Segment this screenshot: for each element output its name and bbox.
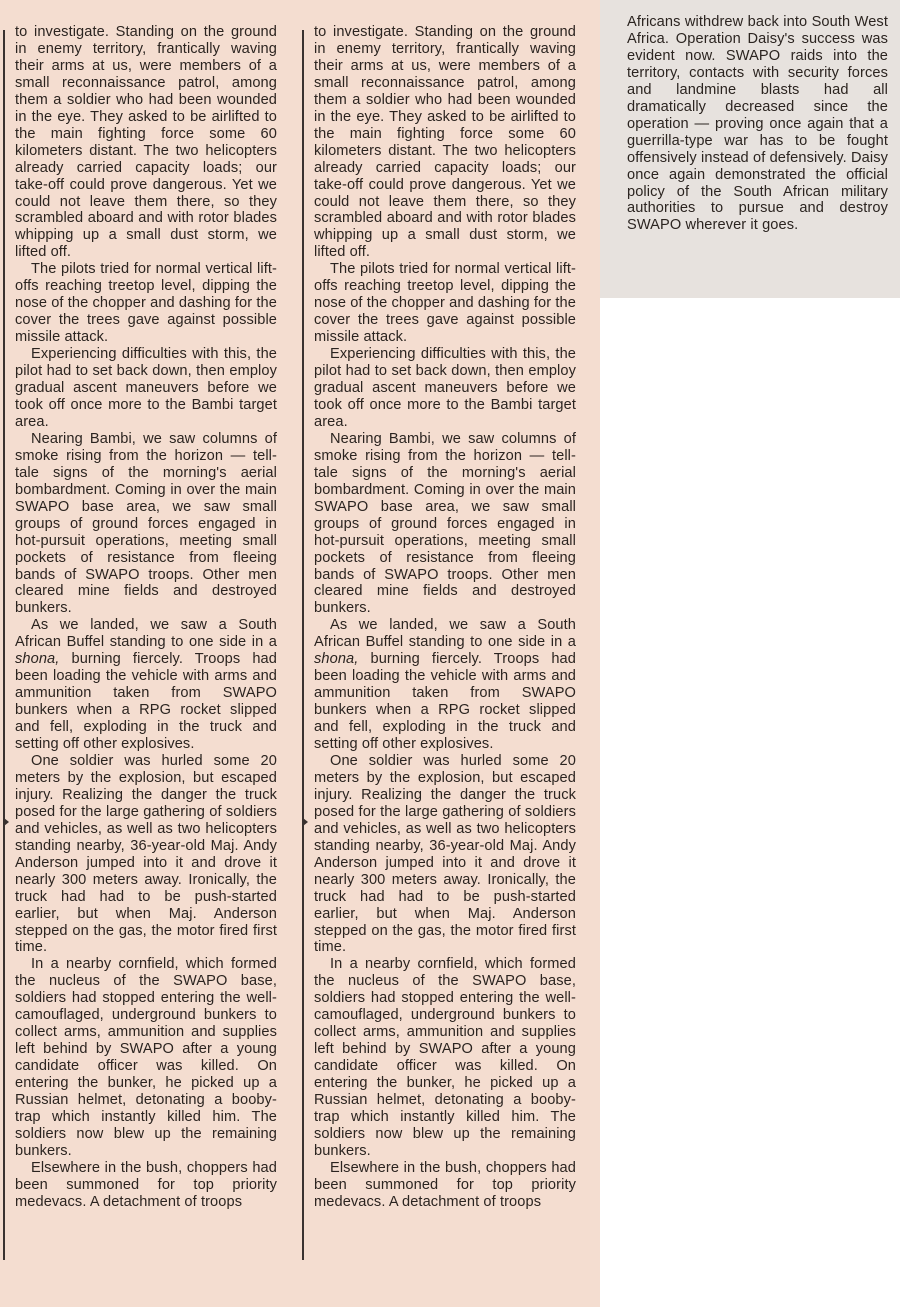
landed-text-start: As we landed, we saw a South African Buffel standing to one side in a — [15, 617, 277, 651]
paragraph-difficulties-duplicate: Experiencing difficulties with this, the pilot had to set back down, then employ gradual ascent maneuvers before we took off once more to the Bambi target area. — [314, 346, 576, 430]
landed-text-start: As we landed, we saw a South African Buffel standing to one side in a — [314, 617, 576, 651]
paragraph-difficulties: Experiencing difficulties with this, the pilot had to set back down, then employ gradual ascent maneuvers before we took off once more to the Bambi target area. — [15, 346, 277, 430]
landed-text-emphasis: shona, — [15, 651, 60, 668]
paragraph-operation-daisy: Africans withdrew back into South West Africa. Operation Daisy's success was evident now. SWAPO raids into the territory, contacts with security forces and landmine blasts had all dramatically decreased since the operation — proving once again that a guerrilla-type war has to be fought offensively instead of defensively. Daisy once again demonstrated the official policy of the South African military authorities to pursue and destroy SWAPO wherever it goes. — [627, 14, 888, 234]
paragraph-explosion: One soldier was hurled some 20 meters by the explosion, but escaped injury. Realizing the danger the truck posed for the large gathering of soldiers and vehicles, as well as two helicopters standing nearby, 36-year-old Maj. Andy Anderson jumped into it and drove it nearly 300 meters away. Ironically, the truck had had to be push-started earlier, but when Maj. Anderson stepped on the gas, the motor fired first time. — [15, 752, 277, 956]
paragraph-cornfield-duplicate: In a nearby cornfield, which formed the nucleus of the SWAPO base, soldiers had stopped entering the well-camouflaged, underground bunkers to collect arms, ammunition and supplies left behind by SWAPO after a young candidate officer was killed. On entering the bunker, he picked up a Russian helmet, detonating a booby-trap which instantly killed him. The soldiers now blew up the remaining bunkers. — [314, 956, 576, 1159]
paragraph-landed — [15, 617, 277, 753]
paragraph-cornfield: In a nearby cornfield, which formed the nucleus of the SWAPO base, soldiers had stopped entering the well-camouflaged, underground bunkers to collect arms, ammunition and supplies left behind by SWAPO after a young candidate officer was killed. On entering the bunker, he picked up a Russian helmet, detonating a booby-trap which instantly killed him. The soldiers now blew up the remaining bunkers. — [15, 956, 277, 1159]
paragraph-landed-duplicate — [314, 617, 576, 753]
paragraph-investigate: to investigate. Standing on the ground in enemy territory, frantically waving their arms at us, were members of a small reconnaissance patrol, among them a soldier who had been wounded in the eye. They asked to be airlifted to the main fighting force some 60 kilometers distant. The two helicopters already carried capacity loads; our take-off could prove dangerous. Yet we could not leave them there, so they scrambled aboard and with rotor blades whipping up a small dust storm, we lifted off. — [15, 24, 277, 261]
paragraph-explosion-duplicate: One soldier was hurled some 20 meters by the explosion, but escaped injury. Realizing the danger the truck posed for the large gathering of soldiers and vehicles, as well as two helicopters standing nearby, 36-year-old Maj. Andy Anderson jumped into it and drove it nearly 300 meters away. Ironically, the truck had had to be push-started earlier, but when Maj. Anderson stepped on the gas, the motor fired first time. — [314, 752, 576, 956]
paragraph-medevacs-duplicate: Elsewhere in the bush, choppers had been summoned for top priority medevacs. A detachment of troops — [314, 1159, 576, 1210]
paragraph-nearing-bambi-duplicate: Nearing Bambi, we saw columns of smoke rising from the horizon — tell-tale signs of the morning's aerial bombardment. Coming in over the main SWAPO base area, we saw small groups of ground forces engaged in hot-pursuit operations, meeting small pockets of resistance from fleeing bands of SWAPO troops. Other men cleared mine fields and destroyed bunkers. — [314, 430, 576, 617]
paragraph-investigate-duplicate: to investigate. Standing on the ground in enemy territory, frantically waving their arms at us, were members of a small reconnaissance patrol, among them a soldier who had been wounded in the eye. They asked to be airlifted to the main fighting force some 60 kilometers distant. The two helicopters already carried capacity loads; our take-off could prove dangerous. Yet we could not leave them there, so they scrambled aboard and with rotor blades whipping up a small dust storm, we lifted off. — [314, 24, 576, 261]
landed-text-end: burning fiercely. Troops had been loading the vehicle with arms and ammunition taken from SWAPO bunkers when a RPG rocket slipped and fell, exploding in the truck and setting off other explosives. — [314, 651, 576, 753]
rule-marker-middle — [303, 818, 308, 826]
paragraph-medevacs: Elsewhere in the bush, choppers had been summoned for top priority medevacs. A detachment of troops — [15, 1159, 277, 1210]
column-rule-left — [3, 30, 5, 1260]
article-column-3-sidebar — [627, 14, 888, 234]
blank-area — [600, 298, 900, 1307]
rule-marker-left — [4, 818, 9, 826]
column-rule-middle — [302, 30, 304, 1260]
article-column-2 — [314, 24, 576, 1211]
landed-text-emphasis: shona, — [314, 651, 359, 668]
landed-text-end: burning fiercely. Troops had been loading the vehicle with arms and ammunition taken from SWAPO bunkers when a RPG rocket slipped and fell, exploding in the truck and setting off other explosives. — [15, 651, 277, 753]
paragraph-liftoffs: The pilots tried for normal vertical lift-offs reaching treetop level, dipping the nose of the chopper and dashing for the cover the trees gave against possible missile attack. — [15, 261, 277, 346]
paragraph-nearing-bambi: Nearing Bambi, we saw columns of smoke rising from the horizon — tell-tale signs of the morning's aerial bombardment. Coming in over the main SWAPO base area, we saw small groups of ground forces engaged in hot-pursuit operations, meeting small pockets of resistance from fleeing bands of SWAPO troops. Other men cleared mine fields and destroyed bunkers. — [15, 430, 277, 617]
paragraph-liftoffs-duplicate: The pilots tried for normal vertical lift-offs reaching treetop level, dipping the nose of the chopper and dashing for the cover the trees gave against possible missile attack. — [314, 261, 576, 346]
article-column-1 — [15, 24, 277, 1211]
